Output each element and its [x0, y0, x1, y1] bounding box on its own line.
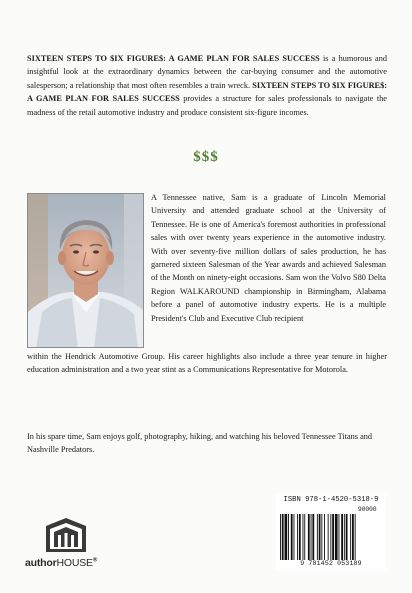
barcode-bar: [332, 514, 334, 560]
barcode-bar: [339, 514, 340, 560]
book-title-1: SIXTEEN STEPS TO $IX FIGURE$: A GAME PLAN FOR SALES SUCCESS: [27, 54, 320, 63]
barcode-bar: [311, 514, 312, 560]
barcode-bar: [321, 514, 322, 560]
barcode-bar: [317, 514, 318, 560]
barcode-bar: [312, 514, 314, 560]
barcode-bar: [282, 514, 284, 560]
intro-text-1: is a humorous and insightful look at the extraordinary dynamics between the car-buying consumer and the automotive salesperson; a relationship that most often resembles a train wreck.: [27, 54, 387, 90]
barcode-bar: [299, 514, 301, 560]
barcode-bar: [308, 514, 310, 560]
barcode-bar: [352, 514, 354, 560]
barcode-bar: [328, 514, 329, 560]
price-code: 90000: [358, 506, 377, 513]
barcode-digits: 9 781452 053189: [300, 560, 362, 567]
book-title-2: SIXTEEN STEPS TO $IX FIGURE$: A GAME PLAN FOR SALES SUCCESS: [27, 80, 388, 104]
barcode-bar: [285, 514, 288, 560]
barcode-bar: [291, 514, 293, 560]
author-portrait-image: [28, 194, 144, 348]
barcode-bar: [280, 514, 281, 560]
intro-paragraph: [27, 52, 387, 119]
author-bio-continued: within the Hendrick Automotive Group. His career highlights also include a three year tenure in higher education administration and a two year stint as a Communications Representative for Motorola.: [27, 352, 387, 375]
barcode-bar: [294, 514, 295, 560]
author-spare-time-paragraph: In his spare time, Sam enjoys golf, photography, hiking, and watching his beloved Tennessee Titans and Nashville Predators.: [27, 432, 373, 455]
barcode-bar: [303, 514, 304, 560]
barcode-bar: [330, 514, 331, 560]
isbn-text: ISBN 978-1-4520-5318-9: [283, 496, 379, 504]
registered-mark: ®: [92, 557, 98, 564]
barcode-bar: [319, 514, 321, 560]
barcode-bar: [335, 514, 338, 560]
publisher-name-bold: author: [25, 557, 57, 569]
dollar-divider: $$$: [193, 149, 219, 165]
barcode-bar: [288, 514, 289, 560]
barcode-bar: [346, 514, 348, 560]
barcode-bars: [278, 514, 384, 560]
isbn-barcode: [276, 494, 386, 570]
barcode-bar: [297, 514, 298, 560]
barcode-bar: [324, 514, 325, 560]
author-bio-paragraph: A Tennessee native, Sam is a graduate of Lincoln Memorial University and attended graduate school at the University of Tennessee. He is one of America's foremost authorities in professional sales with over twenty years experience in the automotive industry. With over seventy-five million dollars of sales production, he has garnered sixteen Salesman of the Year awards and achieved Salesman of the Month on ninety-eight occasions. Sam won the Volvo S80 Delta Region WALKAROUND championship in Birmingham, Alabama before a panel of automotive industry experts. He is a multiple President's Club and Executive Club recipient: [151, 193, 386, 323]
barcode-bar: [355, 514, 356, 560]
intro-text-2: provides a structure for sales professionals to navigate the madness of the retail automotive industry and produce consistent six-figure incomes.: [27, 94, 387, 117]
barcode-bar: [350, 514, 351, 560]
author-photo: [27, 193, 144, 348]
barcode-bar: [341, 514, 343, 560]
barcode-bar: [304, 514, 305, 560]
publisher-name-thin: HOUSE: [56, 557, 93, 569]
publisher-wordmark: [25, 557, 97, 569]
barcode-bar: [344, 514, 345, 560]
